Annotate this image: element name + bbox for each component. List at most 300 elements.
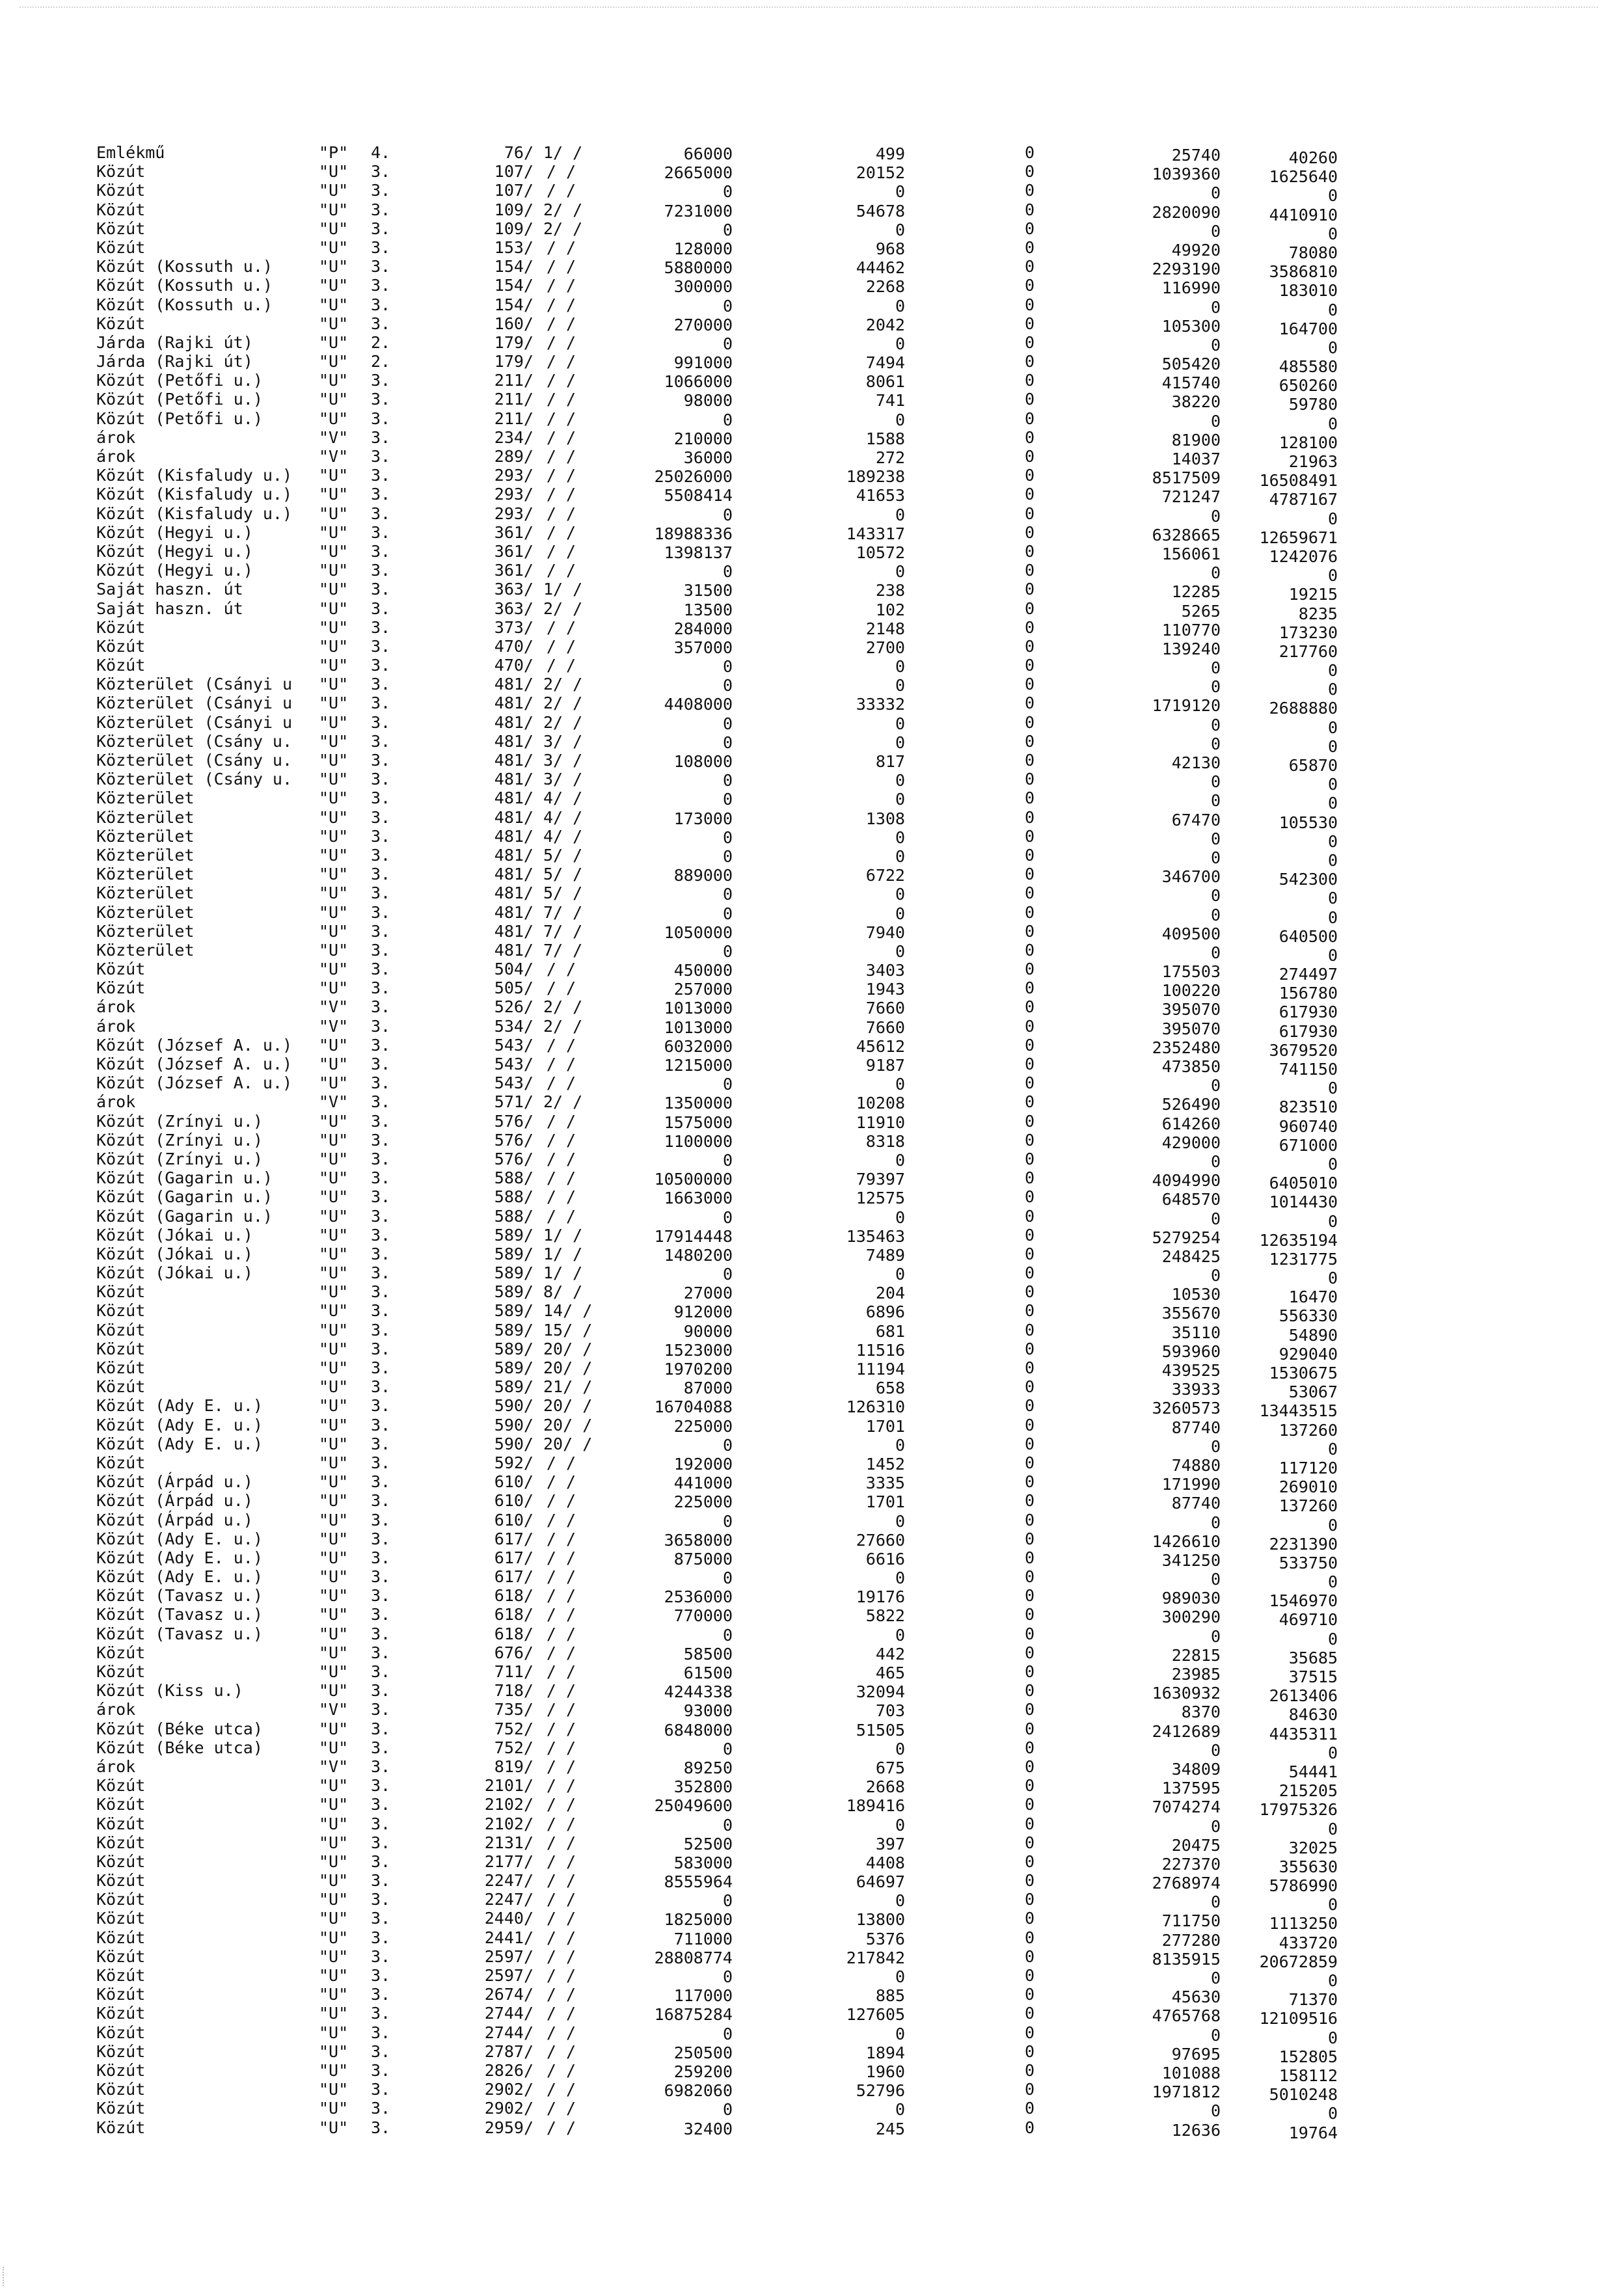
row-net-value: 215205 — [1279, 1781, 1338, 1801]
row-name: Közterület — [96, 865, 195, 884]
row-subparcel: / / — [546, 2023, 576, 2042]
row-subparcel: / / — [546, 541, 576, 561]
row-code: "U" — [319, 276, 349, 295]
row-depreciation-2: 97695 — [1171, 2044, 1221, 2064]
row-class: 3. — [371, 1358, 391, 1377]
row-subparcel: 3/ / — [543, 751, 583, 770]
table-row — [0, 2080, 1624, 2105]
row-subparcel: / / — [546, 352, 576, 371]
row-code: "U" — [319, 1187, 349, 1207]
row-code: "U" — [319, 599, 349, 618]
row-subparcel: 7/ / — [543, 940, 583, 960]
row-net-value: 40260 — [1288, 148, 1338, 167]
row-gross-value: 1100000 — [664, 1131, 733, 1151]
row-depreciation-1: 0 — [895, 334, 905, 353]
row-net-value: 0 — [1327, 794, 1338, 813]
row-parcel: 481/ — [494, 883, 534, 903]
row-name: Közút (Kossuth u.) — [96, 295, 273, 314]
row-code: "U" — [319, 1073, 349, 1093]
row-gross-value: 357000 — [673, 638, 733, 657]
row-depreciation-2: 0 — [1210, 886, 1221, 906]
row-depreciation-2: 12636 — [1171, 2120, 1221, 2140]
row-gross-value: 0 — [722, 846, 733, 866]
row-name: Közút (Béke utca) — [96, 1738, 263, 1757]
row-class: 3. — [371, 371, 391, 390]
row-zero: 0 — [1025, 1396, 1035, 1416]
row-name: Közterület (Csány u. — [96, 770, 293, 789]
row-net-value: 650260 — [1279, 376, 1338, 396]
row-subparcel: / / — [546, 1890, 576, 1909]
row-gross-value: 16875284 — [654, 2005, 733, 2025]
row-code: "U" — [319, 1339, 349, 1358]
row-name: Közút (Jókai u.) — [96, 1263, 253, 1283]
row-parcel: 481/ — [494, 675, 534, 694]
row-net-value: 671000 — [1279, 1135, 1338, 1155]
row-depreciation-2: 139240 — [1161, 639, 1221, 658]
row-parcel: 711/ — [494, 1662, 534, 1681]
row-name: Közút (Kossuth u.) — [96, 276, 273, 295]
row-net-value: 137260 — [1279, 1420, 1338, 1440]
row-class: 3. — [371, 162, 391, 182]
row-net-value: 469710 — [1279, 1610, 1338, 1630]
row-depreciation-2: 4765768 — [1152, 2006, 1221, 2026]
row-subparcel: / / — [546, 2118, 576, 2137]
row-gross-value: 284000 — [673, 619, 733, 638]
row-subparcel: / / — [546, 1035, 576, 1055]
row-subparcel: / / — [546, 257, 576, 276]
table-row — [0, 561, 1624, 586]
row-gross-value: 2536000 — [664, 1587, 733, 1607]
row-depreciation-1: 126310 — [846, 1397, 905, 1417]
row-depreciation-1: 5376 — [865, 1929, 905, 1948]
row-zero: 0 — [1025, 940, 1035, 960]
row-class: 3. — [371, 1244, 391, 1263]
row-name: Közút — [96, 1890, 146, 1909]
row-depreciation-2: 74880 — [1171, 1455, 1221, 1475]
row-class: 3. — [371, 295, 391, 314]
row-class: 3. — [371, 1700, 391, 1719]
row-zero: 0 — [1025, 731, 1035, 751]
row-subparcel: 2/ / — [543, 599, 583, 618]
table-row — [0, 1187, 1624, 1212]
row-class: 3. — [371, 1472, 391, 1492]
row-parcel: 293/ — [494, 466, 534, 485]
row-zero: 0 — [1025, 1149, 1035, 1168]
row-parcel: 481/ — [494, 731, 534, 751]
row-parcel: 2131/ — [484, 1833, 534, 1852]
table-row — [0, 1946, 1624, 1971]
row-depreciation-1: 7940 — [865, 923, 905, 942]
row-parcel: 735/ — [494, 1700, 534, 1719]
row-parcel: 590/ — [494, 1415, 534, 1435]
row-name: Közút (Tavasz u.) — [96, 1586, 263, 1606]
row-gross-value: 25049600 — [654, 1796, 733, 1816]
table-row — [0, 485, 1624, 509]
row-gross-value: 1050000 — [664, 923, 733, 942]
row-zero: 0 — [1025, 1339, 1035, 1358]
row-class: 3. — [371, 1643, 391, 1662]
row-subparcel: / / — [546, 1985, 576, 2004]
row-class: 3. — [371, 694, 391, 713]
row-zero: 0 — [1025, 1643, 1035, 1662]
row-gross-value: 0 — [722, 296, 733, 316]
row-gross-value: 16704088 — [654, 1397, 733, 1417]
row-parcel: 361/ — [494, 561, 534, 580]
row-parcel: 589/ — [494, 1320, 534, 1340]
row-subparcel: / / — [546, 1946, 576, 1966]
row-class: 3. — [371, 770, 391, 789]
table-row — [0, 1263, 1624, 1288]
row-class: 3. — [371, 257, 391, 276]
row-class: 3. — [371, 1985, 391, 2004]
row-subparcel: / / — [546, 1548, 576, 1567]
row-class: 3. — [371, 845, 391, 865]
table-row — [0, 1168, 1624, 1193]
row-depreciation-1: 6896 — [865, 1302, 905, 1322]
row-net-value: 0 — [1327, 736, 1338, 756]
row-zero: 0 — [1025, 541, 1035, 561]
table-row — [0, 1833, 1624, 1857]
row-net-value: 54890 — [1288, 1325, 1338, 1345]
row-depreciation-1: 204 — [875, 1284, 905, 1303]
row-zero: 0 — [1025, 561, 1035, 580]
table-row — [0, 1548, 1624, 1572]
row-name: Közterület (Csányi u — [96, 712, 293, 732]
row-zero: 0 — [1025, 1586, 1035, 1606]
row-depreciation-2: 10530 — [1171, 1285, 1221, 1304]
row-net-value: 0 — [1327, 775, 1338, 794]
row-depreciation-1: 0 — [895, 1265, 905, 1284]
row-class: 3. — [371, 1928, 391, 1947]
table-row — [0, 1624, 1624, 1649]
row-code: "U" — [319, 1776, 349, 1796]
row-code: "U" — [319, 541, 349, 561]
row-net-value: 0 — [1327, 2028, 1338, 2047]
row-depreciation-1: 2042 — [865, 315, 905, 334]
row-class: 3. — [371, 1320, 391, 1340]
row-name: Közterület (Csány u. — [96, 751, 293, 770]
table-row — [0, 1225, 1624, 1250]
row-name: Közút — [96, 2060, 146, 2080]
row-depreciation-1: 11194 — [856, 1360, 905, 1379]
row-net-value: 640500 — [1279, 926, 1338, 946]
row-code: "U" — [319, 826, 349, 846]
row-gross-value: 0 — [722, 1569, 733, 1588]
row-depreciation-1: 27660 — [856, 1530, 905, 1550]
row-code: "U" — [319, 712, 349, 732]
row-depreciation-2: 0 — [1210, 658, 1221, 678]
row-class: 3. — [371, 1586, 391, 1606]
row-code: "U" — [319, 1946, 349, 1966]
row-gross-value: 117000 — [673, 1986, 733, 2006]
table-row — [0, 1434, 1624, 1459]
row-code: "U" — [319, 1206, 349, 1226]
row-subparcel: 2/ / — [543, 200, 583, 219]
table-row — [0, 371, 1624, 396]
row-class: 3. — [371, 1434, 391, 1453]
row-parcel: 589/ — [494, 1263, 534, 1283]
row-depreciation-1: 45612 — [856, 1036, 905, 1056]
row-depreciation-1: 32094 — [856, 1682, 905, 1702]
row-gross-value: 0 — [722, 771, 733, 790]
row-subparcel: / / — [546, 1700, 576, 1719]
row-class: 3. — [371, 731, 391, 751]
row-net-value: 4435311 — [1269, 1724, 1338, 1744]
row-net-value: 0 — [1327, 1269, 1338, 1288]
row-code: "P" — [319, 143, 349, 162]
row-depreciation-2: 0 — [1210, 183, 1221, 203]
row-name: Közterület — [96, 845, 195, 865]
row-depreciation-1: 968 — [875, 239, 905, 258]
table-row — [0, 352, 1624, 377]
row-gross-value: 270000 — [673, 315, 733, 334]
row-net-value: 0 — [1327, 1515, 1338, 1535]
row-class: 3. — [371, 997, 391, 1017]
row-parcel: 2744/ — [484, 2004, 534, 2023]
row-gross-value: 0 — [722, 562, 733, 582]
row-code: "U" — [319, 522, 349, 542]
row-zero: 0 — [1025, 1491, 1035, 1511]
row-gross-value: 5880000 — [664, 258, 733, 278]
row-depreciation-1: 0 — [895, 733, 905, 752]
row-depreciation-1: 0 — [895, 846, 905, 866]
row-depreciation-2: 87740 — [1171, 1418, 1221, 1437]
row-gross-value: 1066000 — [664, 372, 733, 392]
row-gross-value: 0 — [722, 1435, 733, 1455]
row-class: 3. — [371, 522, 391, 542]
row-parcel: 610/ — [494, 1510, 534, 1529]
table-row — [0, 1282, 1624, 1307]
row-depreciation-2: 87740 — [1171, 1494, 1221, 1513]
row-net-value: 0 — [1327, 831, 1338, 851]
row-depreciation-1: 1943 — [865, 980, 905, 999]
row-gross-value: 0 — [722, 1075, 733, 1094]
row-code: "U" — [319, 2060, 349, 2080]
row-subparcel: 2/ / — [543, 712, 583, 732]
row-parcel: 504/ — [494, 960, 534, 979]
row-class: 3. — [371, 1415, 391, 1435]
row-net-value: 158112 — [1279, 2066, 1338, 2085]
row-name: Közút (Jókai u.) — [96, 1225, 253, 1245]
row-zero: 0 — [1025, 921, 1035, 941]
row-depreciation-1: 0 — [895, 562, 905, 582]
row-gross-value: 58500 — [683, 1644, 733, 1664]
table-row — [0, 2099, 1624, 2123]
row-zero: 0 — [1025, 1890, 1035, 1909]
row-subparcel: 2/ / — [543, 694, 583, 713]
table-row — [0, 1719, 1624, 1744]
row-net-value: 128100 — [1279, 433, 1338, 452]
row-code: "U" — [319, 751, 349, 770]
row-class: 3. — [371, 427, 391, 447]
row-name: Közút (Ady E. u.) — [96, 1548, 263, 1567]
row-zero: 0 — [1025, 1776, 1035, 1796]
row-subparcel: / / — [546, 485, 576, 504]
table-row — [0, 921, 1624, 946]
row-code: "U" — [319, 1472, 349, 1492]
row-depreciation-1: 658 — [875, 1379, 905, 1398]
row-net-value: 0 — [1327, 908, 1338, 927]
row-net-value: 274497 — [1279, 965, 1338, 984]
row-zero: 0 — [1025, 390, 1035, 409]
row-class: 3. — [371, 1719, 391, 1738]
row-class: 3. — [371, 1073, 391, 1093]
row-name: Közút — [96, 1966, 146, 1985]
row-depreciation-2: 593960 — [1161, 1341, 1221, 1361]
row-net-value: 156780 — [1279, 984, 1338, 1003]
row-class: 3. — [371, 1757, 391, 1776]
row-parcel: 543/ — [494, 1055, 534, 1073]
row-depreciation-1: 52796 — [856, 2081, 905, 2101]
row-parcel: 618/ — [494, 1586, 534, 1606]
row-code: "U" — [319, 1738, 349, 1757]
table-row — [0, 1073, 1624, 1098]
row-gross-value: 108000 — [673, 752, 733, 771]
row-subparcel: / / — [546, 1149, 576, 1168]
row-subparcel: 4/ / — [543, 807, 583, 827]
row-gross-value: 0 — [722, 714, 733, 733]
table-row — [0, 1130, 1624, 1155]
row-name: Közút (Petőfi u.) — [96, 390, 263, 409]
row-depreciation-2: 0 — [1210, 943, 1221, 962]
row-name: Közút (Ady E. u.) — [96, 1434, 263, 1453]
row-class: 3. — [371, 1529, 391, 1548]
row-name: Közút — [96, 636, 146, 656]
row-gross-value: 300000 — [673, 277, 733, 297]
row-gross-value: 450000 — [673, 961, 733, 980]
row-subparcel: / / — [546, 1909, 576, 1928]
row-code: "U" — [319, 1035, 349, 1055]
row-depreciation-2: 0 — [1210, 1893, 1221, 1912]
row-code: "U" — [319, 1662, 349, 1681]
row-depreciation-2: 45630 — [1171, 1987, 1221, 2007]
row-gross-value: 4408000 — [664, 695, 733, 714]
row-depreciation-2: 6328665 — [1152, 525, 1221, 545]
row-parcel: 718/ — [494, 1681, 534, 1701]
row-net-value: 0 — [1327, 1895, 1338, 1915]
row-subparcel: / / — [546, 1567, 576, 1587]
row-subparcel: / / — [546, 1719, 576, 1738]
table-row — [0, 1149, 1624, 1174]
row-zero: 0 — [1025, 1946, 1035, 1966]
row-depreciation-1: 20152 — [856, 163, 905, 183]
row-zero: 0 — [1025, 770, 1035, 789]
row-parcel: 363/ — [494, 599, 534, 618]
row-gross-value: 0 — [722, 220, 733, 239]
row-net-value: 6405010 — [1269, 1174, 1338, 1193]
row-depreciation-2: 248425 — [1161, 1246, 1221, 1266]
row-depreciation-1: 1452 — [865, 1454, 905, 1474]
row-depreciation-1: 143317 — [846, 524, 905, 543]
row-class: 3. — [371, 940, 391, 960]
row-parcel: 2902/ — [484, 2099, 534, 2118]
row-name: Közút — [96, 1377, 146, 1397]
table-row — [0, 295, 1624, 319]
table-row — [0, 1776, 1624, 1801]
row-net-value: 16470 — [1288, 1287, 1338, 1307]
row-depreciation-2: 0 — [1210, 848, 1221, 867]
row-depreciation-1: 4408 — [865, 1853, 905, 1872]
row-depreciation-1: 33332 — [856, 695, 905, 714]
row-depreciation-1: 64697 — [856, 1872, 905, 1892]
row-subparcel: 1/ / — [543, 1244, 583, 1263]
row-subparcel: / / — [546, 371, 576, 390]
row-depreciation-1: 7660 — [865, 999, 905, 1018]
row-name: Közút — [96, 1814, 146, 1833]
row-name: Közút (Petőfi u.) — [96, 409, 263, 428]
row-parcel: 76/ — [504, 143, 534, 162]
row-subparcel: 8/ / — [543, 1282, 583, 1302]
row-net-value: 13443515 — [1259, 1401, 1338, 1421]
row-parcel: 154/ — [494, 257, 534, 276]
row-net-value: 59780 — [1288, 395, 1338, 414]
row-parcel: 2826/ — [484, 2060, 534, 2080]
row-name: árok — [96, 1700, 136, 1719]
row-zero: 0 — [1025, 1092, 1035, 1112]
table-row — [0, 675, 1624, 699]
row-parcel: 2102/ — [484, 1814, 534, 1833]
row-zero: 0 — [1025, 1738, 1035, 1757]
row-parcel: 617/ — [494, 1529, 534, 1548]
row-parcel: 576/ — [494, 1149, 534, 1168]
table-row — [0, 1244, 1624, 1269]
row-name: Közút (Zrínyi u.) — [96, 1111, 263, 1131]
row-name: Közút — [96, 1320, 146, 1340]
row-depreciation-2: 0 — [1210, 791, 1221, 811]
row-name: Közút — [96, 162, 146, 182]
row-class: 3. — [371, 541, 391, 561]
row-class: 3. — [371, 1795, 391, 1814]
row-name: árok — [96, 1016, 136, 1036]
table-row — [0, 1757, 1624, 1781]
row-code: "U" — [319, 1966, 349, 1985]
row-depreciation-2: 42130 — [1171, 753, 1221, 772]
row-code: "U" — [319, 694, 349, 713]
row-code: "U" — [319, 257, 349, 276]
row-gross-value: 210000 — [673, 429, 733, 448]
row-subparcel: / / — [546, 1928, 576, 1947]
row-class: 3. — [371, 636, 391, 656]
row-zero: 0 — [1025, 1320, 1035, 1340]
table-row — [0, 1301, 1624, 1326]
row-code: "V" — [319, 1092, 349, 1112]
row-subparcel: / / — [546, 447, 576, 466]
row-name: Közút — [96, 1643, 146, 1662]
row-code: "U" — [319, 200, 349, 219]
row-name: Közút — [96, 1928, 146, 1947]
row-depreciation-1: 0 — [895, 1511, 905, 1531]
row-depreciation-1: 79397 — [856, 1170, 905, 1189]
table-row — [0, 1852, 1624, 1876]
row-name: Közút — [96, 2004, 146, 2023]
row-class: 3. — [371, 1946, 391, 1966]
row-name: Közút — [96, 1282, 146, 1302]
row-depreciation-1: 54678 — [856, 201, 905, 221]
row-zero: 0 — [1025, 2023, 1035, 2042]
row-gross-value: 711000 — [673, 1929, 733, 1948]
row-depreciation-2: 49920 — [1171, 240, 1221, 260]
row-zero: 0 — [1025, 1985, 1035, 2004]
row-zero: 0 — [1025, 1757, 1035, 1776]
row-code: "U" — [319, 1055, 349, 1073]
row-net-value: 0 — [1327, 509, 1338, 528]
row-name: Közút (Árpád u.) — [96, 1472, 253, 1492]
row-name: Közút — [96, 617, 146, 637]
row-gross-value: 1970200 — [664, 1360, 733, 1379]
row-depreciation-2: 0 — [1210, 905, 1221, 924]
row-subparcel: 1/ / — [543, 580, 583, 599]
row-code: "U" — [319, 788, 349, 808]
